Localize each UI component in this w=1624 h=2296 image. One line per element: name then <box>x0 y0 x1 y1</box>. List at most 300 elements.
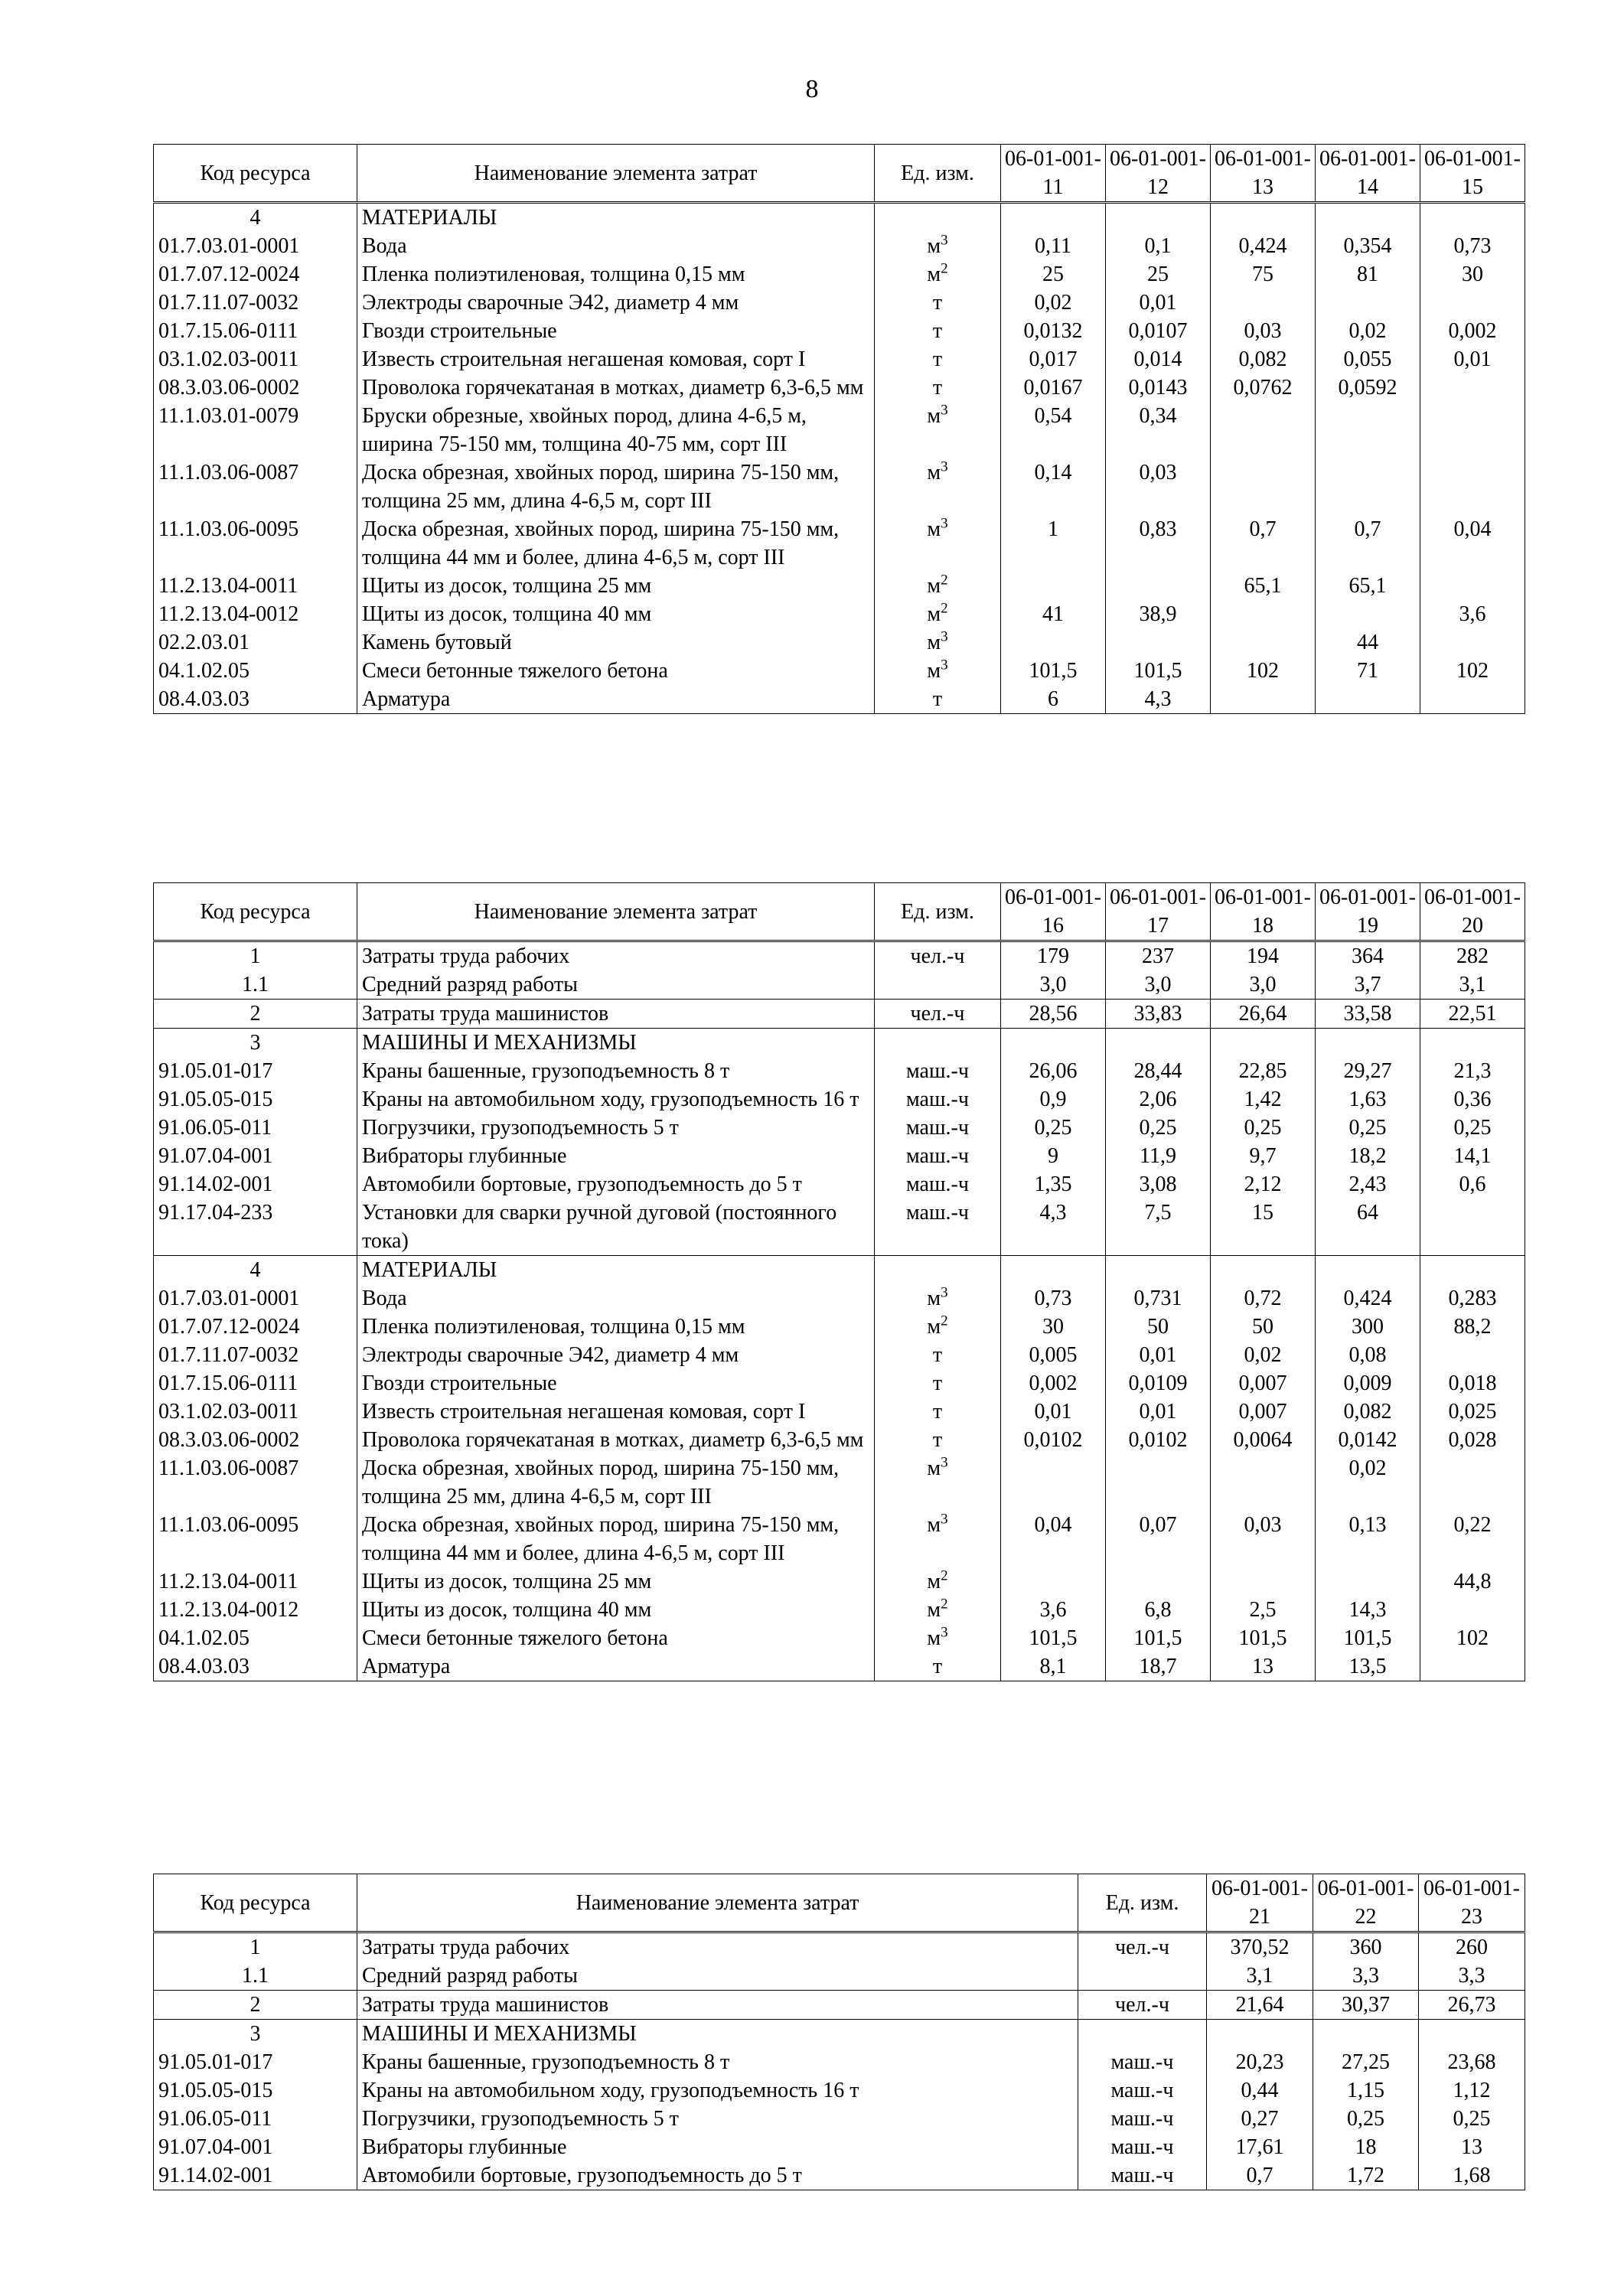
cost-element-name: Арматура <box>357 1652 875 1681</box>
resource-code: 04.1.02.05 <box>154 1624 357 1652</box>
value-cell <box>1420 685 1525 714</box>
resource-code: 3 <box>154 2020 357 2049</box>
value-cell: 0,08 <box>1316 1341 1420 1369</box>
value-cell: 0,73 <box>1001 1284 1106 1313</box>
value-cell: 360 <box>1313 1932 1419 1962</box>
value-cell: 0,25 <box>1316 1114 1420 1142</box>
unit: маш.-ч <box>1078 2161 1207 2190</box>
table-row <box>154 1199 1525 1256</box>
table-row <box>154 458 1525 515</box>
value-cell <box>1316 600 1420 628</box>
value-cell: 28,56 <box>1001 1000 1106 1029</box>
value-cell: 3,6 <box>1001 1596 1106 1624</box>
resource-code: 01.7.07.12-0024 <box>154 260 357 289</box>
value-cell: 1,15 <box>1313 2076 1419 2105</box>
header-column-code: 06-01-001-20 <box>1420 883 1525 941</box>
value-cell: 22,51 <box>1420 1000 1525 1029</box>
resource-code: 01.7.15.06-0111 <box>154 317 357 345</box>
value-cell: 282 <box>1420 941 1525 971</box>
resource-code: 4 <box>154 1256 357 1285</box>
value-cell: 3,7 <box>1316 970 1420 1000</box>
value-cell <box>1316 458 1420 515</box>
value-cell <box>1106 1256 1211 1285</box>
cost-element-name: Щиты из досок, толщина 25 мм <box>357 1567 875 1596</box>
value-cell <box>1106 1029 1211 1058</box>
unit <box>875 1029 1001 1058</box>
cost-element-name: Средний разряд работы <box>357 1962 1078 1991</box>
resource-code: 2 <box>154 1991 357 2020</box>
value-cell: 0,028 <box>1420 1426 1525 1454</box>
header-column-code: 06-01-001-14 <box>1316 145 1420 203</box>
value-cell: 14,3 <box>1316 1596 1420 1624</box>
unit: $м^2$ <box>875 1567 1001 1596</box>
cost-element-name: Автомобили бортовые, грузоподъемность до 5 т <box>357 1170 875 1199</box>
unit: маш.-ч <box>875 1057 1001 1085</box>
cost-element-name: Погрузчики, грузоподъемность 5 т <box>357 1114 875 1142</box>
value-cell <box>1211 1567 1316 1596</box>
header-column-code: 06-01-001-16 <box>1001 883 1106 941</box>
value-cell <box>1419 2020 1525 2049</box>
table-row <box>154 572 1525 600</box>
value-cell: 0,082 <box>1211 345 1316 373</box>
unit: $м^2$ <box>875 1596 1001 1624</box>
value-cell: 2,06 <box>1106 1085 1211 1114</box>
header-column-code: 06-01-001-21 <box>1207 1874 1313 1932</box>
unit: т <box>875 289 1001 317</box>
value-cell: 0,017 <box>1001 345 1106 373</box>
table-row <box>154 1652 1525 1681</box>
value-cell <box>1211 458 1316 515</box>
unit: маш.-ч <box>1078 2105 1207 2133</box>
resource-code: 04.1.02.05 <box>154 657 357 685</box>
value-cell: 0,03 <box>1211 317 1316 345</box>
unit <box>1078 2020 1207 2049</box>
unit: $м^2$ <box>875 1313 1001 1341</box>
unit: т <box>875 1652 1001 1681</box>
value-cell: 21,64 <box>1207 1991 1313 2020</box>
cost-element-name: Автомобили бортовые, грузоподъемность до 5 т <box>357 2161 1078 2190</box>
cost-element-name: Электроды сварочные Э42, диаметр 4 мм <box>357 1341 875 1369</box>
unit <box>875 203 1001 233</box>
unit: т <box>875 685 1001 714</box>
value-cell: 88,2 <box>1420 1313 1525 1341</box>
value-cell: 0,36 <box>1420 1085 1525 1114</box>
unit: $м^3$ <box>875 628 1001 657</box>
unit: чел.-ч <box>875 941 1001 971</box>
value-cell: 0,25 <box>1211 1114 1316 1142</box>
resource-code: 01.7.11.07-0032 <box>154 289 357 317</box>
value-cell: 0,02 <box>1316 317 1420 345</box>
header-unit: Ед. изм. <box>1078 1874 1207 1932</box>
resource-code: 91.14.02-001 <box>154 1170 357 1199</box>
resource-code: 91.05.01-017 <box>154 2048 357 2076</box>
cost-element-name: МАШИНЫ И МЕХАНИЗМЫ <box>357 1029 875 1058</box>
header-code: Код ресурса <box>154 1874 357 1932</box>
value-cell: 0,02 <box>1316 1454 1420 1511</box>
resource-code: 01.7.03.01-0001 <box>154 232 357 260</box>
value-cell <box>1420 1596 1525 1624</box>
resource-code: 11.1.03.01-0079 <box>154 402 357 458</box>
section-row <box>154 2020 1525 2049</box>
value-cell: 1,72 <box>1313 2161 1419 2190</box>
value-cell <box>1211 1256 1316 1285</box>
resource-code: 11.2.13.04-0011 <box>154 1567 357 1596</box>
resource-code: 01.7.03.01-0001 <box>154 1284 357 1313</box>
value-cell: 0,0064 <box>1211 1426 1316 1454</box>
value-cell: 0,025 <box>1420 1397 1525 1426</box>
value-cell: 6,8 <box>1106 1596 1211 1624</box>
value-cell <box>1001 628 1106 657</box>
cost-element-name: Известь строительная негашеная комовая, сорт I <box>357 1397 875 1426</box>
table-row <box>154 1114 1525 1142</box>
unit: т <box>875 373 1001 402</box>
unit: $м^3$ <box>875 657 1001 685</box>
value-cell: 38,9 <box>1106 600 1211 628</box>
value-cell: 13 <box>1419 2133 1525 2161</box>
table-row <box>154 1142 1525 1170</box>
table-row <box>154 1596 1525 1624</box>
value-cell: 7,5 <box>1106 1199 1211 1256</box>
value-cell: 102 <box>1420 657 1525 685</box>
value-cell: 0,0109 <box>1106 1369 1211 1397</box>
value-cell: 65,1 <box>1211 572 1316 600</box>
table-row <box>154 1284 1525 1313</box>
header-column-code: 06-01-001-17 <box>1106 883 1211 941</box>
table-row <box>154 2161 1525 2190</box>
value-cell: 0,002 <box>1001 1369 1106 1397</box>
value-cell: 0,01 <box>1106 289 1211 317</box>
value-cell <box>1001 1567 1106 1596</box>
value-cell: 300 <box>1316 1313 1420 1341</box>
value-cell <box>1211 600 1316 628</box>
value-cell <box>1106 1454 1211 1511</box>
cost-element-name: Погрузчики, грузоподъемность 5 т <box>357 2105 1078 2133</box>
value-cell: 2,12 <box>1211 1170 1316 1199</box>
value-cell: 0,009 <box>1316 1369 1420 1397</box>
value-cell: 0,7 <box>1211 515 1316 572</box>
value-cell: 0,11 <box>1001 232 1106 260</box>
resource-code: 08.3.03.06-0002 <box>154 1426 357 1454</box>
value-cell: 0,01 <box>1106 1397 1211 1426</box>
table-row <box>154 1962 1525 1991</box>
resource-code: 1 <box>154 1932 357 1962</box>
cost-element-name: Бруски обрезные, хвойных пород, длина 4-6,5 м, ширина 75-150 мм, толщина 40-75 мм, сорт III <box>357 402 875 458</box>
value-cell: 9 <box>1001 1142 1106 1170</box>
table-row <box>154 1511 1525 1567</box>
value-cell: 102 <box>1211 657 1316 685</box>
value-cell: 1,42 <box>1211 1085 1316 1114</box>
resource-code: 08.3.03.06-0002 <box>154 373 357 402</box>
table-row <box>154 289 1525 317</box>
value-cell <box>1316 203 1420 233</box>
header-unit: Ед. изм. <box>875 883 1001 941</box>
value-cell: 2,5 <box>1211 1596 1316 1624</box>
value-cell: 237 <box>1106 941 1211 971</box>
cost-element-name: Доска обрезная, хвойных пород, ширина 75-150 мм, толщина 44 мм и более, длина 4-6,5 м, сорт III <box>357 515 875 572</box>
value-cell: 0,354 <box>1316 232 1420 260</box>
cost-element-name: Смеси бетонные тяжелого бетона <box>357 657 875 685</box>
resource-code: 11.1.03.06-0095 <box>154 1511 357 1567</box>
unit: т <box>875 317 1001 345</box>
cost-element-name: МАТЕРИАЛЫ <box>357 203 875 233</box>
value-cell: 3,6 <box>1420 600 1525 628</box>
value-cell: 2,43 <box>1316 1170 1420 1199</box>
resource-code: 91.14.02-001 <box>154 2161 357 2190</box>
value-cell: 0,018 <box>1420 1369 1525 1397</box>
unit: маш.-ч <box>1078 2133 1207 2161</box>
cost-element-name: Пленка полиэтиленовая, толщина 0,15 мм <box>357 1313 875 1341</box>
table-row <box>154 1369 1525 1397</box>
unit: маш.-ч <box>1078 2048 1207 2076</box>
unit: т <box>875 1397 1001 1426</box>
value-cell: 30 <box>1001 1313 1106 1341</box>
value-cell: 1,68 <box>1419 2161 1525 2190</box>
resource-code: 11.1.03.06-0087 <box>154 1454 357 1511</box>
header-column-code: 06-01-001-12 <box>1106 145 1211 203</box>
value-cell: 22,85 <box>1211 1057 1316 1085</box>
resource-code: 91.05.05-015 <box>154 2076 357 2105</box>
table-row <box>154 2076 1525 2105</box>
table-row <box>154 2133 1525 2161</box>
table-row <box>154 628 1525 657</box>
unit: чел.-ч <box>875 1000 1001 1029</box>
value-cell: 0,6 <box>1420 1170 1525 1199</box>
value-cell: 0,0167 <box>1001 373 1106 402</box>
header-column-code: 06-01-001-18 <box>1211 883 1316 941</box>
table-row <box>154 657 1525 685</box>
resource-table-3 <box>153 1874 1525 2190</box>
table-row <box>154 2048 1525 2076</box>
value-cell <box>1420 1256 1525 1285</box>
resource-code: 91.17.04-233 <box>154 1199 357 1256</box>
value-cell: 0,731 <box>1106 1284 1211 1313</box>
value-cell <box>1106 203 1211 233</box>
cost-element-name: МАТЕРИАЛЫ <box>357 1256 875 1285</box>
value-cell <box>1316 289 1420 317</box>
section-row <box>154 1029 1525 1058</box>
value-cell: 33,58 <box>1316 1000 1420 1029</box>
unit: $м^2$ <box>875 572 1001 600</box>
resource-code: 11.2.13.04-0012 <box>154 1596 357 1624</box>
value-cell: 364 <box>1316 941 1420 971</box>
value-cell: 3,3 <box>1419 1962 1525 1991</box>
header-column-code: 06-01-001-13 <box>1211 145 1316 203</box>
section-row <box>154 203 1525 233</box>
table-row <box>154 515 1525 572</box>
value-cell: 75 <box>1211 260 1316 289</box>
unit: $м^3$ <box>875 1624 1001 1652</box>
value-cell: 0,0762 <box>1211 373 1316 402</box>
value-cell: 1,12 <box>1419 2076 1525 2105</box>
unit: т <box>875 1369 1001 1397</box>
value-cell <box>1316 1256 1420 1285</box>
table-row <box>154 373 1525 402</box>
value-cell: 8,1 <box>1001 1652 1106 1681</box>
unit: маш.-ч <box>875 1114 1001 1142</box>
value-cell: 0,007 <box>1211 1369 1316 1397</box>
value-cell: 0,25 <box>1419 2105 1525 2133</box>
value-cell: 101,5 <box>1106 657 1211 685</box>
table-row <box>154 941 1525 971</box>
value-cell: 20,23 <box>1207 2048 1313 2076</box>
resource-code: 3 <box>154 1029 357 1058</box>
resource-code: 1.1 <box>154 1962 357 1991</box>
unit <box>1078 1962 1207 1991</box>
resource-code: 08.4.03.03 <box>154 1652 357 1681</box>
resource-code: 01.7.11.07-0032 <box>154 1341 357 1369</box>
value-cell: 21,3 <box>1420 1057 1525 1085</box>
header-name: Наименование элемента затрат <box>357 145 875 203</box>
value-cell <box>1001 1256 1106 1285</box>
resource-code: 1 <box>154 941 357 971</box>
value-cell <box>1420 1029 1525 1058</box>
resource-code: 11.1.03.06-0095 <box>154 515 357 572</box>
value-cell: 0,83 <box>1106 515 1211 572</box>
value-cell: 14,1 <box>1420 1142 1525 1170</box>
table-row <box>154 402 1525 458</box>
resource-table-1 <box>153 144 1525 714</box>
cost-element-name: Вода <box>357 1284 875 1313</box>
value-cell: 0,25 <box>1001 1114 1106 1142</box>
table-row <box>154 1313 1525 1341</box>
value-cell <box>1106 1567 1211 1596</box>
resource-code: 4 <box>154 203 357 233</box>
value-cell <box>1211 289 1316 317</box>
table-row <box>154 1932 1525 1962</box>
value-cell: 0,055 <box>1316 345 1420 373</box>
cost-element-name: Затраты труда рабочих <box>357 1932 1078 1962</box>
value-cell <box>1211 685 1316 714</box>
unit: т <box>875 1426 1001 1454</box>
value-cell: 0,0142 <box>1316 1426 1420 1454</box>
value-cell <box>1420 289 1525 317</box>
value-cell: 26,64 <box>1211 1000 1316 1029</box>
value-cell: 0,424 <box>1316 1284 1420 1313</box>
cost-element-name: Известь строительная негашеная комовая, сорт I <box>357 345 875 373</box>
value-cell: 64 <box>1316 1199 1420 1256</box>
section-row <box>154 1256 1525 1285</box>
value-cell: 101,5 <box>1001 657 1106 685</box>
resource-code: 91.05.05-015 <box>154 1085 357 1114</box>
header-column-code: 06-01-001-11 <box>1001 145 1106 203</box>
unit: чел.-ч <box>1078 1932 1207 1962</box>
unit: $м^2$ <box>875 600 1001 628</box>
value-cell: 0,07 <box>1106 1511 1211 1567</box>
value-cell <box>1420 402 1525 458</box>
value-cell: 0,7 <box>1316 515 1420 572</box>
value-cell: 33,83 <box>1106 1000 1211 1029</box>
value-cell: 101,5 <box>1316 1624 1420 1652</box>
value-cell: 101,5 <box>1211 1624 1316 1652</box>
table-row <box>154 317 1525 345</box>
value-cell: 0,7 <box>1207 2161 1313 2190</box>
cost-element-name: Гвозди строительные <box>357 317 875 345</box>
value-cell: 0,73 <box>1420 232 1525 260</box>
table-row <box>154 1341 1525 1369</box>
value-cell: 0,54 <box>1001 402 1106 458</box>
value-cell: 1,63 <box>1316 1085 1420 1114</box>
unit: чел.-ч <box>1078 1991 1207 2020</box>
cost-element-name: Камень бутовый <box>357 628 875 657</box>
value-cell: 0,0107 <box>1106 317 1211 345</box>
unit: $м^3$ <box>875 1511 1001 1567</box>
unit: т <box>875 345 1001 373</box>
value-cell: 13 <box>1211 1652 1316 1681</box>
cost-element-name: Затраты труда машинистов <box>357 1000 875 1029</box>
value-cell <box>1316 685 1420 714</box>
resource-code: 11.2.13.04-0012 <box>154 600 357 628</box>
value-cell <box>1420 572 1525 600</box>
resource-code: 91.05.01-017 <box>154 1057 357 1085</box>
resource-code: 03.1.02.03-0011 <box>154 345 357 373</box>
value-cell: 0,44 <box>1207 2076 1313 2105</box>
value-cell: 15 <box>1211 1199 1316 1256</box>
cost-element-name: Щиты из досок, толщина 25 мм <box>357 572 875 600</box>
value-cell: 17,61 <box>1207 2133 1313 2161</box>
table-row <box>154 1567 1525 1596</box>
value-cell: 0,25 <box>1106 1114 1211 1142</box>
value-cell: 0,02 <box>1211 1341 1316 1369</box>
value-cell: 101,5 <box>1106 1624 1211 1652</box>
table-row <box>154 970 1525 1000</box>
value-cell: 0,03 <box>1211 1511 1316 1567</box>
cost-element-name: Доска обрезная, хвойных пород, ширина 75-150 мм, толщина 25 мм, длина 4-6,5 м, сорт III <box>357 458 875 515</box>
value-cell: 0,01 <box>1106 1341 1211 1369</box>
value-cell <box>1316 1029 1420 1058</box>
value-cell: 26,73 <box>1419 1991 1525 2020</box>
value-cell: 0,005 <box>1001 1341 1106 1369</box>
unit: маш.-ч <box>1078 2076 1207 2105</box>
cost-element-name: Смеси бетонные тяжелого бетона <box>357 1624 875 1652</box>
table-row <box>154 2105 1525 2133</box>
value-cell <box>1316 1567 1420 1596</box>
cost-element-name: Пленка полиэтиленовая, толщина 0,15 мм <box>357 260 875 289</box>
table-row <box>154 232 1525 260</box>
unit: маш.-ч <box>875 1199 1001 1256</box>
page-number: 8 <box>805 75 819 103</box>
value-cell: 44,8 <box>1420 1567 1525 1596</box>
value-cell <box>1001 572 1106 600</box>
value-cell <box>1420 373 1525 402</box>
cost-element-name: Щиты из досок, толщина 40 мм <box>357 1596 875 1624</box>
unit: $м^3$ <box>875 458 1001 515</box>
cost-element-name: Щиты из досок, толщина 40 мм <box>357 600 875 628</box>
cost-element-name: Вибраторы глубинные <box>357 2133 1078 2161</box>
value-cell: 0,0102 <box>1106 1426 1211 1454</box>
value-cell: 81 <box>1316 260 1420 289</box>
header-code: Код ресурса <box>154 145 357 203</box>
value-cell: 0,34 <box>1106 402 1211 458</box>
table-row <box>154 1454 1525 1511</box>
value-cell: 26,06 <box>1001 1057 1106 1085</box>
table-row <box>154 1397 1525 1426</box>
cost-element-name: Средний разряд работы <box>357 970 875 1000</box>
value-cell: 41 <box>1001 600 1106 628</box>
value-cell: 9,7 <box>1211 1142 1316 1170</box>
unit: $м^3$ <box>875 515 1001 572</box>
unit: $м^3$ <box>875 232 1001 260</box>
value-cell: 0,02 <box>1001 289 1106 317</box>
value-cell <box>1420 203 1525 233</box>
unit <box>875 970 1001 1000</box>
value-cell <box>1106 572 1211 600</box>
value-cell: 25 <box>1106 260 1211 289</box>
value-cell <box>1420 1341 1525 1369</box>
cost-element-name: Проволока горячекатаная в мотках, диаметр 6,3-6,5 мм <box>357 1426 875 1454</box>
value-cell: 30,37 <box>1313 1991 1419 2020</box>
resource-code: 02.2.03.01 <box>154 628 357 657</box>
table-row <box>154 1624 1525 1652</box>
